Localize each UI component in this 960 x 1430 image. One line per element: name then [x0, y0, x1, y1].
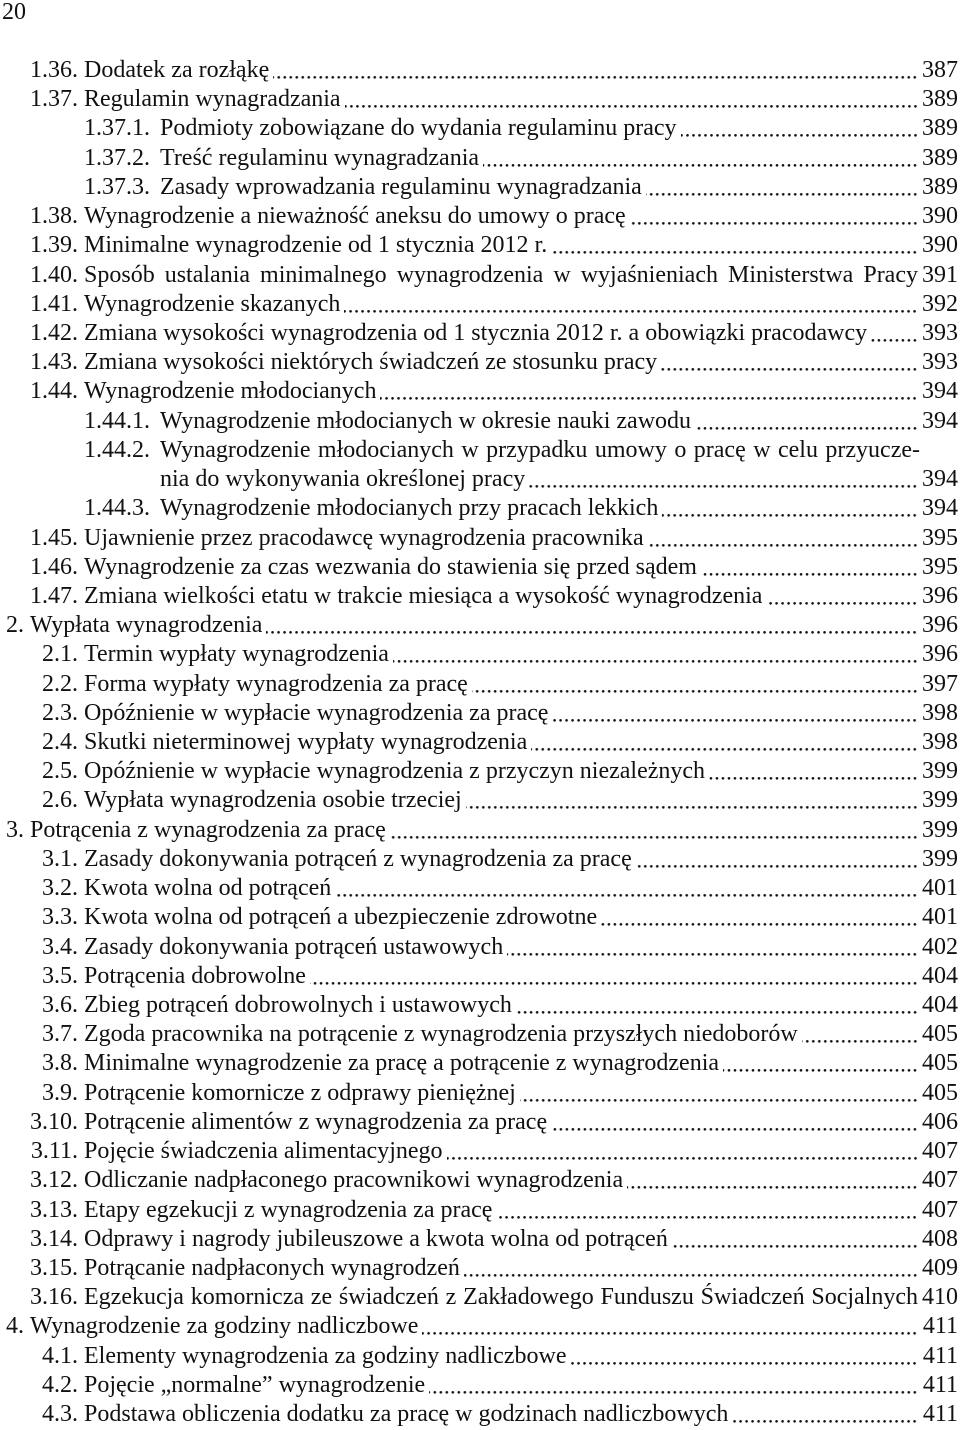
entry-number: 2.4. — [42, 729, 78, 756]
leader-dots — [422, 1312, 918, 1341]
entry-number: 4.1. — [42, 1342, 78, 1369]
entry-page: 404 — [922, 962, 958, 989]
entry-page: 389 — [922, 144, 958, 171]
entry-title: Potrącanie nadpłaconych wynagrodzeń — [84, 1254, 460, 1281]
leader-dots — [483, 144, 918, 173]
entry-page: 402 — [922, 933, 958, 960]
entry-page: 397 — [922, 670, 958, 697]
entry-number: 1.41. — [30, 290, 78, 317]
entry-number: 3.16. — [30, 1284, 78, 1311]
entry-page: 399 — [922, 816, 958, 843]
entry-title: Wynagrodzenie skazanych — [84, 290, 341, 317]
entry-title: Treść regulaminu wynagradzania — [160, 144, 480, 171]
entry-number: 4.2. — [42, 1371, 78, 1398]
toc-entry — [0, 757, 960, 786]
entry-title: Wynagrodzenie młodocianych w przypadku umowy o pracę w celu przyucze- — [160, 436, 920, 463]
entry-title: Sposób ustalania minimalnego wynagrodzenia w wyjaśnieniach Ministerstwa Pracy — [84, 261, 918, 288]
leader-dots — [681, 114, 918, 143]
entry-title: Opóźnienie w wypłacie wynagrodzenia za pracę — [84, 699, 549, 726]
toc-subentry — [0, 436, 960, 465]
entry-title: Potrącenie komornicze z odprawy pieniężnej — [84, 1079, 516, 1106]
entry-number: 3.8. — [42, 1050, 78, 1077]
toc-entry — [0, 1108, 960, 1137]
entry-title: Podmioty zobowiązane do wydania regulaminu pracy — [160, 115, 677, 142]
entry-number: 1.39. — [30, 232, 78, 259]
entry-page: 399 — [922, 758, 958, 785]
entry-title: Potrącenie alimentów z wynagrodzenia za pracę — [84, 1108, 548, 1135]
toc-entry — [0, 319, 960, 348]
toc-entry — [0, 1020, 960, 1049]
entry-title: Pojęcie „normalne” wynagrodzenie — [84, 1371, 426, 1398]
page-number: 20 — [2, 0, 26, 25]
entry-number: 1.37.1. — [84, 115, 150, 142]
entry-page: 411 — [922, 1342, 958, 1369]
entry-page: 394 — [922, 378, 958, 405]
leader-dots — [390, 816, 918, 845]
entry-title: Forma wypłaty wynagrodzenia za pracę — [84, 670, 468, 697]
entry-number: 1.46. — [30, 553, 78, 580]
entry-page: 407 — [922, 1167, 958, 1194]
toc-subentry — [0, 494, 960, 523]
leader-dots — [709, 757, 918, 786]
toc-chapter-entry — [0, 1312, 960, 1341]
entry-number: 1.44.3. — [84, 495, 150, 522]
entry-title-continuation: nia do wykonywania określonej pracy — [160, 466, 526, 493]
toc-chapter-entry — [0, 816, 960, 845]
toc-subentry — [0, 114, 960, 143]
leader-dots — [551, 1108, 918, 1137]
leader-dots — [627, 1166, 918, 1195]
leader-dots — [551, 231, 918, 260]
table-of-contents — [0, 56, 960, 1429]
toc-subentry — [0, 407, 960, 436]
toc-entry — [0, 991, 960, 1020]
entry-number: 1.45. — [30, 524, 78, 551]
entry-number: 1.43. — [30, 349, 78, 376]
entry-title: Wynagrodzenie za czas wezwania do stawienia się przed sądem — [84, 553, 697, 580]
entry-number: 2.6. — [42, 787, 78, 814]
leader-dots — [464, 1254, 918, 1283]
leader-dots — [335, 874, 918, 903]
leader-dots — [520, 1079, 918, 1108]
entry-number: 3. — [6, 816, 24, 843]
entry-number: 1.44.2. — [84, 436, 150, 463]
entry-page: 395 — [922, 553, 958, 580]
entry-number: 3.3. — [42, 904, 78, 931]
toc-entry — [0, 1400, 960, 1429]
leader-dots — [345, 85, 918, 114]
entry-title: Zmiana wielkości etatu w trakcie miesiąca a wysokość wynagrodzenia — [84, 582, 763, 609]
toc-entry — [0, 1225, 960, 1254]
toc-entry — [0, 1342, 960, 1371]
entry-title: Regulamin wynagradzania — [84, 86, 341, 113]
entry-number: 2.1. — [42, 641, 78, 668]
toc-subentry — [0, 144, 960, 173]
leader-dots — [636, 845, 918, 874]
entry-number: 1.36. — [30, 57, 78, 83]
entry-page: 398 — [922, 699, 958, 726]
entry-title: Zasady wprowadzania regulaminu wynagradzania — [160, 173, 642, 200]
leader-dots — [516, 991, 918, 1020]
entry-title: Potrącenia z wynagrodzenia za pracę — [30, 816, 386, 843]
leader-dots — [695, 407, 918, 436]
entry-number: 3.13. — [30, 1196, 78, 1223]
entry-number: 1.44. — [30, 378, 78, 405]
entry-title: Zgoda pracownika na potrącenie z wynagrodzenia przyszłych niedoborów — [84, 1021, 798, 1048]
entry-page: 399 — [922, 787, 958, 814]
leader-dots — [552, 699, 918, 728]
leader-dots — [648, 524, 918, 553]
toc-entry — [0, 85, 960, 114]
leader-dots — [531, 728, 918, 757]
entry-number: 1.38. — [30, 203, 78, 230]
leader-dots — [630, 202, 918, 231]
entry-number: 2.2. — [42, 670, 78, 697]
entry-page: 392 — [922, 290, 958, 317]
entry-number: 3.1. — [42, 845, 78, 872]
leader-dots — [701, 553, 918, 582]
entry-title: Wynagrodzenie za godziny nadliczbowe — [30, 1313, 419, 1340]
toc-entry — [0, 524, 960, 553]
entry-title: Pojęcie świadczenia alimentacyjnego — [84, 1138, 443, 1165]
toc-entry — [0, 56, 960, 85]
leader-dots — [529, 465, 918, 494]
entry-number: 1.44.1. — [84, 407, 150, 434]
entry-title: Kwota wolna od potrąceń a ubezpieczenie zdrowotne — [84, 904, 598, 931]
entry-title: Minimalne wynagrodzenie od 1 stycznia 2012 r. — [84, 232, 548, 259]
leader-dots — [732, 1400, 918, 1429]
entry-title: Zmiana wysokości wynagrodzenia od 1 stycznia 2012 r. a obowiązki pracodawcy — [84, 319, 868, 346]
entry-title: Skutki nieterminowej wypłaty wynagrodzenia — [84, 729, 528, 756]
entry-number: 1.42. — [30, 319, 78, 346]
entry-title: Wypłata wynagrodzenia — [30, 612, 263, 639]
entry-number: 3.6. — [42, 992, 78, 1018]
leader-dots — [393, 640, 918, 669]
toc-entry — [0, 1254, 960, 1283]
leader-dots — [496, 1196, 918, 1225]
entry-title: Odliczanie nadpłaconego pracownikowi wynagrodzenia — [84, 1167, 624, 1194]
entry-page: 390 — [922, 203, 958, 230]
entry-number: 3.11. — [30, 1138, 78, 1165]
toc-entry — [0, 1137, 960, 1166]
entry-page: 411 — [922, 1313, 958, 1340]
entry-number: 3.15. — [30, 1254, 78, 1281]
entry-page: 410 — [922, 1284, 958, 1311]
entry-title: Egzekucja komornicza ze świadczeń z Zakładowego Funduszu Świadczeń Socjalnych — [84, 1284, 918, 1311]
entry-page: 396 — [922, 641, 958, 668]
entry-title: Elementy wynagrodzenia za godziny nadliczbowe — [84, 1342, 567, 1369]
entry-page: 391 — [922, 261, 958, 288]
leader-dots — [766, 582, 918, 611]
entry-page: 411 — [922, 1371, 958, 1398]
entry-number: 1.37.2. — [84, 144, 150, 171]
toc-entry — [0, 874, 960, 903]
entry-title: Dodatek za rozłąkę — [84, 57, 270, 83]
entry-number: 3.10. — [30, 1108, 78, 1135]
entry-page: 408 — [922, 1225, 958, 1252]
toc-entry — [0, 1371, 960, 1400]
entry-title: Zasady dokonywania potrąceń ustawowych — [84, 933, 504, 960]
toc-entry — [0, 728, 960, 757]
entry-number: 1.40. — [30, 261, 78, 288]
toc-subentry-continuation — [0, 465, 960, 494]
entry-page: 411 — [922, 1401, 958, 1428]
entry-number: 2.5. — [42, 758, 78, 785]
entry-title: Opóźnienie w wypłacie wynagrodzenia z przyczyn niezależnych — [84, 758, 706, 785]
toc-entry — [0, 670, 960, 699]
toc-entry — [0, 786, 960, 815]
entry-title: Wynagrodzenie młodocianych przy pracach lekkich — [160, 495, 659, 522]
toc-entry — [0, 1196, 960, 1225]
entry-number: 3.4. — [42, 933, 78, 960]
leader-dots — [447, 1137, 918, 1166]
entry-number: 3.7. — [42, 1021, 78, 1048]
entry-title: Kwota wolna od potrąceń — [84, 875, 332, 902]
leader-dots — [266, 611, 918, 640]
entry-number: 3.5. — [42, 962, 78, 989]
entry-title: Wynagrodzenie młodocianych — [84, 378, 377, 405]
leader-dots — [570, 1342, 918, 1371]
entry-page: 394 — [922, 466, 958, 493]
toc-entry — [0, 582, 960, 611]
entry-number: 2. — [6, 612, 24, 639]
entry-page: 405 — [922, 1050, 958, 1077]
entry-title: Wynagrodzenie a nieważność aneksu do umowy o pracę — [84, 203, 626, 230]
entry-number: 1.37.3. — [84, 173, 150, 200]
toc-entry — [0, 933, 960, 962]
toc-chapter-entry — [0, 611, 960, 640]
entry-number: 1.47. — [30, 582, 78, 609]
entry-number: 3.12. — [30, 1167, 78, 1194]
entry-number: 1.37. — [30, 86, 78, 113]
toc-entry — [0, 348, 960, 377]
entry-number: 3.9. — [42, 1079, 78, 1106]
entry-page: 405 — [922, 1021, 958, 1048]
leader-dots — [429, 1371, 918, 1400]
entry-title: Zmiana wysokości niektórych świadczeń ze stosunku pracy — [84, 349, 658, 376]
entry-title: Podstawa obliczenia dodatku za pracę w godzinach nadliczbowych — [84, 1401, 729, 1428]
entry-number: 4. — [6, 1313, 24, 1340]
entry-page: 393 — [922, 319, 958, 346]
toc-entry — [0, 377, 960, 406]
entry-title: Wynagrodzenie młodocianych w okresie nauki zawodu — [160, 407, 692, 434]
entry-page: 401 — [922, 875, 958, 902]
entry-number: 2.3. — [42, 699, 78, 726]
leader-dots — [310, 962, 918, 991]
entry-page: 389 — [922, 86, 958, 113]
toc-entry — [0, 553, 960, 582]
toc-entry — [0, 1283, 960, 1312]
leader-dots — [646, 173, 918, 202]
entry-page: 404 — [922, 992, 958, 1018]
entry-page: 396 — [922, 612, 958, 639]
entry-title: Minimalne wynagrodzenie za pracę a potrącenie z wynagrodzenia — [84, 1050, 720, 1077]
leader-dots — [344, 290, 918, 319]
leader-dots — [672, 1225, 918, 1254]
entry-page: 406 — [922, 1108, 958, 1135]
entry-page: 389 — [922, 115, 958, 142]
entry-page: 389 — [922, 173, 958, 200]
entry-number: 3.14. — [30, 1225, 78, 1252]
leader-dots — [273, 56, 918, 85]
entry-page: 405 — [922, 1079, 958, 1106]
entry-title: Termin wypłaty wynagrodzenia — [84, 641, 389, 668]
leader-dots — [380, 377, 918, 406]
leader-dots — [466, 786, 918, 815]
entry-title: Wypłata wynagrodzenia osobie trzeciej — [84, 787, 462, 814]
entry-title: Zbieg potrąceń dobrowolnych i ustawowych — [84, 992, 512, 1018]
toc-entry — [0, 903, 960, 932]
leader-dots — [507, 933, 918, 962]
entry-page: 394 — [922, 407, 958, 434]
toc-entry — [0, 699, 960, 728]
toc-entry — [0, 1049, 960, 1078]
leader-dots — [871, 319, 918, 348]
leader-dots — [472, 670, 918, 699]
entry-page: 407 — [922, 1138, 958, 1165]
entry-title: Etapy egzekucji z wynagrodzenia za pracę — [84, 1196, 493, 1223]
entry-page: 409 — [922, 1254, 958, 1281]
leader-dots — [723, 1049, 918, 1078]
leader-dots — [662, 494, 918, 523]
entry-title: Zasady dokonywania potrąceń z wynagrodzenia za pracę — [84, 845, 632, 872]
toc-entry — [0, 290, 960, 319]
toc-entry — [0, 1079, 960, 1108]
entry-page: 399 — [922, 845, 958, 872]
leader-dots — [802, 1020, 918, 1049]
leader-dots — [601, 903, 918, 932]
entry-page: 398 — [922, 729, 958, 756]
leader-dots — [661, 348, 918, 377]
entry-number: 3.2. — [42, 875, 78, 902]
entry-title: Ujawnienie przez pracodawcę wynagrodzenia pracownika — [84, 524, 644, 551]
entry-page: 407 — [922, 1196, 958, 1223]
entry-page: 401 — [922, 904, 958, 931]
entry-page: 395 — [922, 524, 958, 551]
toc-entry — [0, 962, 960, 991]
toc-entry — [0, 202, 960, 231]
toc-entry — [0, 640, 960, 669]
entry-page: 387 — [922, 57, 958, 83]
toc-subentry — [0, 173, 960, 202]
entry-number: 4.3. — [42, 1401, 78, 1428]
entry-page: 393 — [922, 349, 958, 376]
toc-entry — [0, 1166, 960, 1195]
entry-page: 396 — [922, 582, 958, 609]
entry-title: Odprawy i nagrody jubileuszowe a kwota wolna od potrąceń — [84, 1225, 668, 1252]
entry-page: 394 — [922, 495, 958, 522]
toc-entry — [0, 845, 960, 874]
entry-title: Potrącenia dobrowolne — [84, 962, 306, 989]
entry-page: 390 — [922, 232, 958, 259]
toc-entry — [0, 231, 960, 260]
toc-entry — [0, 261, 960, 290]
